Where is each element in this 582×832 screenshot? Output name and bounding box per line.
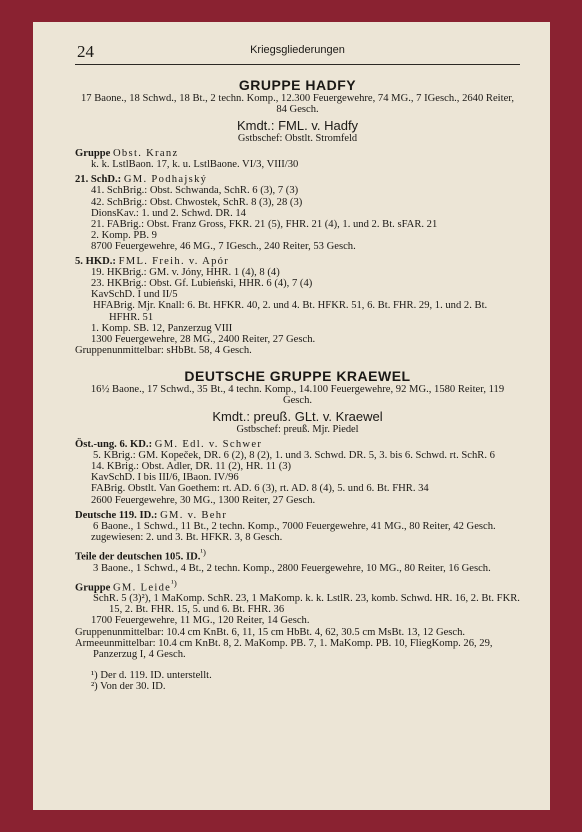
gruppe-kranz (75, 148, 520, 159)
div5-line: 1300 Feuergewehre, 28 MG., 2400 Reiter, 27 Gesch. (91, 333, 316, 345)
leide-line: SchR. 5 (3)²), 1 MaKomp. SchR. 23, 1 MaKomp. k. k. LstlR. 23, komb. Schwd. HR. 16, 2. Bt. FKR. 15, 2. Bt. FHR. 15, 5. und 6. Bt. FHR. 36 (93, 593, 520, 616)
kd6-line: KavSchD. I bis III/6, IBaon. IV/96 (91, 472, 239, 484)
div21-commander: GM. Podhajský (123, 174, 208, 186)
leide-title: Gruppe (75, 582, 111, 594)
div5-line: 19. HKBrig.: GM. v. Jóny, HHR. 1 (4), 8 (4) (91, 267, 280, 279)
div21-line: 42. SchBrig.: Obst. Chwostek, SchR. 8 (3), 28 (3) (91, 196, 303, 208)
div5-header (75, 256, 520, 267)
group-hadfy-chief: Gstbschef: Obstlt. Stromfeld (237, 133, 358, 145)
page-number: 24 (77, 42, 94, 61)
group-hadfy-heading: GRUPPE HADFY (238, 77, 357, 93)
div5-commander: FML. Freih. v. Apór (118, 256, 230, 268)
div21-line: 21. FABrig.: Obst. Franz Gross, FKR. 21 (5), FHR. 21 (4), 1. und 2. Bt. sFAR. 21 (91, 218, 438, 230)
id119-line: zugewiesen: 2. und 3. Bt. HFKR. 3, 8 Gesch. (91, 531, 283, 543)
gruppe-kranz-title: Gruppe (75, 148, 111, 160)
leide-commander: GM. Leide (112, 582, 172, 594)
footnote: ¹) Der d. 119. ID. unterstellt. (91, 669, 212, 681)
group-hadfy-commander: Kmdt.: FML. v. Hadfy (236, 118, 359, 134)
id105-line: 3 Baone., 1 Schwd., 4 Bt., 2 techn. Komp., 2800 Feuergewehre, 10 MG., 80 Reiter, 16 Gesch. (93, 562, 491, 574)
leide-footnote-mark: ¹) (171, 577, 177, 588)
kd6-line: 2600 Feuergewehre, 30 MG., 1300 Reiter, 27 Gesch. (91, 494, 316, 506)
group-hadfy-strength: 17 Baone., 18 Schwd., 18 Bt., 2 techn. Komp., 12.300 Feuergewehre, 74 MG., 7 IGesch., 2640 Reiter, 84 Gesch. (80, 93, 515, 116)
group-hadfy-direct: Gruppenunmittelbar: sHbBt. 58, 4 Gesch. (75, 344, 252, 356)
div21-line: 8700 Feuergewehre, 46 MG., 7 IGesch., 240 Reiter, 53 Gesch. (91, 240, 356, 252)
div21-line: DionsKav.: 1. und 2. Schwd. DR. 14 (91, 207, 246, 219)
div21-line: 2. Komp. PB. 9 (91, 229, 157, 241)
kd6-line: 14. KBrig.: Obst. Adler, DR. 11 (2), HR. 11 (3) (91, 461, 292, 473)
kd6-title: Öst.-ung. 6. KD.: (75, 439, 153, 451)
id119-title: Deutsche 119. ID.: (75, 509, 158, 521)
id119-header (75, 510, 520, 521)
leide-line: 1700 Feuergewehre, 11 MG., 120 Reiter, 14 Gesch. (91, 615, 310, 627)
kd6-line: 5. KBrig.: GM. Kopeček, DR. 6 (2), 8 (2), 1. und 3. Schwd. DR. 5, 3. bis 6. Schwd. rt. SchR. 6 (93, 450, 495, 462)
page-content (75, 40, 520, 693)
gruppe-kranz-units: k. k. LstlBaon. 17, k. u. LstlBaone. VI/3, VIII/30 (91, 159, 299, 171)
div21-line: 41. SchBrig.: Obst. Schwanda, SchR. 6 (3), 7 (3) (91, 185, 299, 197)
gruppe-kranz-commander: Obst. Kranz (112, 148, 179, 160)
kd6-line: FABrig. Obstlt. Van Goethem: rt. AD. 6 (3), rt. AD. 8 (4), 5. und 6. Bt. FHR. 34 (91, 483, 429, 495)
group-kraewel-heading: DEUTSCHE GRUPPE KRAEWEL (184, 367, 411, 384)
footnote: ²) Von der 30. ID. (91, 681, 166, 693)
leide-header (75, 578, 520, 594)
kd6-header (75, 439, 520, 450)
div5-line: 23. HKBrig.: Obst. Gf. Lubieński, HHR. 6 (4), 7 (4) (91, 278, 313, 290)
div21-title: 21. SchD.: (75, 174, 122, 186)
div5-title: 5. HKD.: (75, 256, 116, 268)
kd6-commander: GM. Edl. v. Schwer (154, 439, 263, 451)
group-kraewel-strength: 16½ Baone., 17 Schwd., 35 Bt., 4 techn. Komp., 14.100 Feuergewehre, 92 MG., 1580 Reiter, 119 Gesch. (90, 383, 505, 406)
group-kraewel-direct: Gruppenunmittelbar: 10.4 cm KnBt. 6, 11, 15 cm HbBt. 4, 62, 30.5 cm MsBt. 13, 12 Gesch. (75, 626, 466, 638)
footnotes (75, 670, 520, 693)
id105-footnote-mark: ¹) (200, 546, 206, 557)
div5-line: HFABrig. Mjr. Knall: 6. Bt. HFKR. 40, 2. und 4. Bt. HFKR. 51, 6. Bt. FHR. 29, 1. und 2. Bt. HFHR. 51 (93, 300, 488, 323)
group-kraewel-commander: Kmdt.: preuß. GLt. v. Kraewel (212, 409, 383, 425)
div5-line: KavSchD. I und II/5 (91, 289, 178, 301)
book-page (33, 22, 550, 810)
id105-title: Teile der deutschen 105. ID. (75, 551, 201, 563)
id105-header (75, 547, 520, 563)
div21-header (75, 174, 520, 185)
div5-line: 1. Komp. SB. 12, Panzerzug VIII (91, 322, 233, 334)
group-kraewel-chief: Gstbschef: preuß. Mjr. Piedel (236, 424, 359, 436)
army-direct: Armeeunmittelbar: 10.4 cm KnBt. 8, 2. MaKomp. PB. 7, 1. MaKomp. PB. 10, FliegKomp. 26, 29, Panzerzug I, 4 Gesch. (75, 637, 493, 660)
running-title: Kriegsgliederungen (250, 44, 345, 56)
id119-commander: GM. v. Behr (160, 509, 228, 521)
running-header (75, 40, 520, 65)
id119-line: 6 Baone., 1 Schwd., 11 Bt., 2 techn. Komp., 7000 Feuergewehre, 41 MG., 80 Reiter, 42 Gesch. (93, 520, 496, 532)
